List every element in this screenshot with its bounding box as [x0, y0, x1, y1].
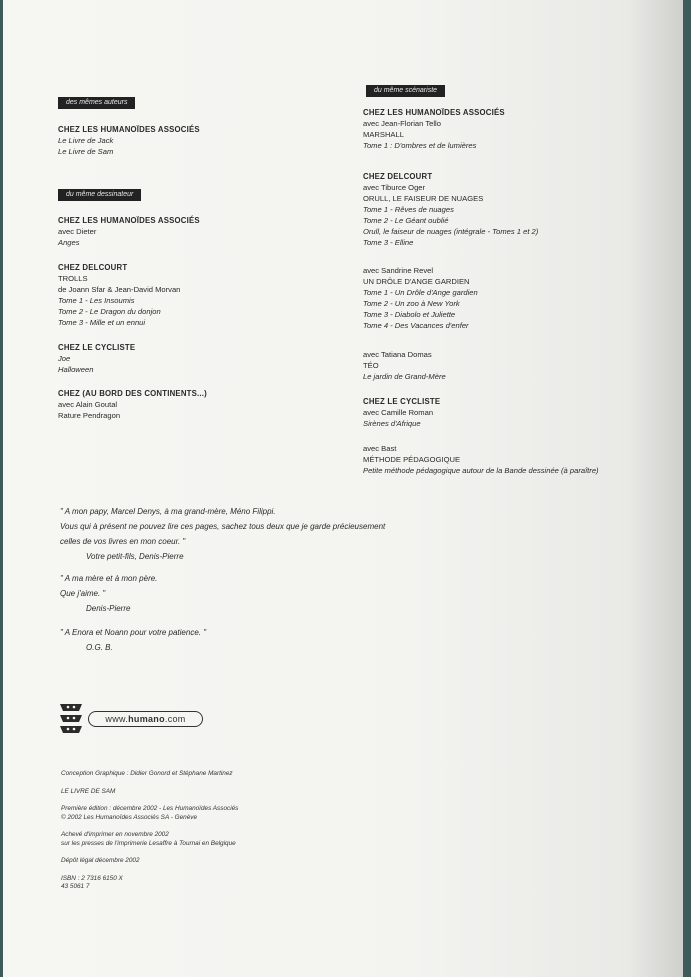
- collaborator: avec Tatiana Domas: [363, 350, 432, 359]
- volume: Tome 2 - Le Dragon du donjon: [58, 307, 161, 316]
- book-title-credit: LE LIVRE DE SAM: [61, 787, 116, 795]
- collaborator: avec Sandrine Revel: [363, 266, 434, 275]
- volume: Tome 3 - Mille et un ennui: [58, 318, 146, 327]
- right-section-delcourt: [363, 171, 538, 248]
- dedication-signature: Votre petit-fils, Denis-Pierre: [86, 552, 184, 561]
- dedication-signature: O.G. B.: [86, 643, 113, 652]
- tag-same-authors: des mêmes auteurs: [58, 97, 135, 109]
- collaborator: avec Camille Roman: [363, 408, 434, 417]
- series-title: TÉO: [363, 361, 379, 370]
- url-suffix: .com: [164, 714, 186, 724]
- section-heading: CHEZ LES HUMANOÏDES ASSOCIÉS: [58, 125, 200, 134]
- section-heading: CHEZ (AU BORD DES CONTINENTS...): [58, 389, 207, 398]
- section-heading: CHEZ LES HUMANOÏDES ASSOCIÉS: [363, 108, 505, 117]
- dedication-line: " A mon papy, Marcel Denys, à ma grand-mère, Méno Filippi.: [60, 507, 276, 516]
- legal-deposit: Dépôt légal décembre 2002: [61, 857, 140, 864]
- series-title: UN DRÔLE D'ANGE GARDIEN: [363, 277, 470, 286]
- copyright-line: © 2002 Les Humanoïdes Associés SA - Genève: [61, 813, 198, 821]
- dedication-line: celles de vos livres en mon coeur. ": [60, 537, 186, 546]
- volume: Tome 1 - Les Insoumis: [58, 296, 135, 305]
- printing-line: Achevé d'imprimer en novembre 2002: [61, 831, 169, 838]
- book-title: Joe: [58, 354, 71, 363]
- section-heading: CHEZ LES HUMANOÏDES ASSOCIÉS: [58, 216, 200, 225]
- product-code: 43 5061 7: [61, 883, 90, 890]
- dedication-line: Vous qui à présent ne pouvez lire ces pages, sachez tous deux que je garde précieusement: [60, 522, 386, 531]
- dedication-line: " A ma mère et à mon père.: [60, 574, 158, 583]
- section-heading: CHEZ LE CYCLISTE: [363, 397, 441, 406]
- right-section-domas: [363, 349, 446, 382]
- volume: Tome 4 - Des Vacances d'enfer: [363, 321, 469, 330]
- dedication-2: [60, 571, 157, 616]
- volume: Orull, le faiseur de nuages (intégrale - Tomes 1 et 2): [363, 227, 539, 236]
- volume: Tome 2 - Un zoo à New York: [363, 299, 460, 308]
- design-credit: Conception Graphique : Didier Gonord et Stéphane Martinez: [61, 770, 233, 777]
- volume: Tome 3 - Diabolo et Juliette: [363, 310, 456, 319]
- book-title: Halloween: [58, 365, 94, 374]
- book-title: Anges: [58, 238, 80, 247]
- book-title: Rature Pendragon: [58, 411, 121, 420]
- volume: Tome 2 - Le Géant oublié: [363, 216, 449, 225]
- dedication-1: [60, 504, 385, 564]
- right-section-revel: [363, 265, 478, 331]
- left-section-continents: [58, 388, 207, 421]
- series-title: MÉTHODE PÉDAGOGIQUE: [363, 455, 461, 464]
- isbn: ISBN : 2 7316 6150 X: [61, 874, 123, 882]
- volume: Tome 1 - Un Drôle d'Ange gardien: [363, 288, 478, 297]
- book-title: Le Livre de Jack: [58, 136, 114, 145]
- section-heading: CHEZ DELCOURT: [363, 172, 433, 181]
- printer-line: sur les presses de l'imprimerie Lesaffre à Tournai en Belgique: [61, 839, 236, 847]
- collaborator: avec Alain Goutal: [58, 400, 118, 409]
- dedication-signature: Denis-Pierre: [86, 604, 131, 613]
- dedication-line: Que j'aime. ": [60, 589, 106, 598]
- colophon: [61, 770, 238, 892]
- humanoides-logo-icon: [59, 702, 83, 736]
- volume: Tome 1 - Rêves de nuages: [363, 205, 454, 214]
- series-title: ORULL, LE FAISEUR DE NUAGES: [363, 194, 484, 203]
- tag-same-artist: du même dessinateur: [58, 189, 141, 201]
- collaborator: avec Bast: [363, 444, 397, 453]
- url-prefix: www.: [105, 714, 129, 724]
- series-title: TROLLS: [58, 274, 88, 283]
- book-page: [3, 0, 683, 977]
- left-section-delcourt: [58, 262, 180, 328]
- book-title: Petite méthode pédagogique autour de la Bande dessinée (à paraître): [363, 466, 599, 475]
- dedication-3: [60, 625, 206, 655]
- collaborator: avec Dieter: [58, 227, 97, 236]
- tag-same-writer: du même scénariste: [366, 85, 445, 97]
- left-section-humanoides-2: [58, 215, 200, 248]
- book-title: Le Livre de Sam: [58, 147, 114, 156]
- dedication-line: " A Enora et Noann pour votre patience. ": [60, 628, 207, 637]
- right-section-humanoides: [363, 107, 505, 151]
- book-title: Le jardin de Grand-Mère: [363, 372, 446, 381]
- publisher-url-link[interactable]: [88, 711, 203, 727]
- collaborator: avec Jean-Florian Tello: [363, 119, 441, 128]
- volume: Tome 1 : D'ombres et de lumières: [363, 141, 477, 150]
- edition-line: Première édition : décembre 2002 - Les Humanoïdes Associés: [61, 805, 239, 812]
- section-heading: CHEZ DELCOURT: [58, 263, 128, 272]
- volume: Tome 3 - Elline: [363, 238, 414, 247]
- url-domain: humano: [128, 714, 165, 724]
- book-title: Sirènes d'Afrique: [363, 419, 421, 428]
- right-section-bast: [363, 443, 599, 476]
- right-section-cycliste: [363, 396, 440, 429]
- left-section-cycliste: [58, 342, 135, 375]
- left-section-humanoides: [58, 124, 200, 157]
- section-heading: CHEZ LE CYCLISTE: [58, 343, 136, 352]
- series-title: MARSHALL: [363, 130, 404, 139]
- collaborator: avec Tiburce Oger: [363, 183, 426, 192]
- collaborator: de Joann Sfar & Jean-David Morvan: [58, 285, 181, 294]
